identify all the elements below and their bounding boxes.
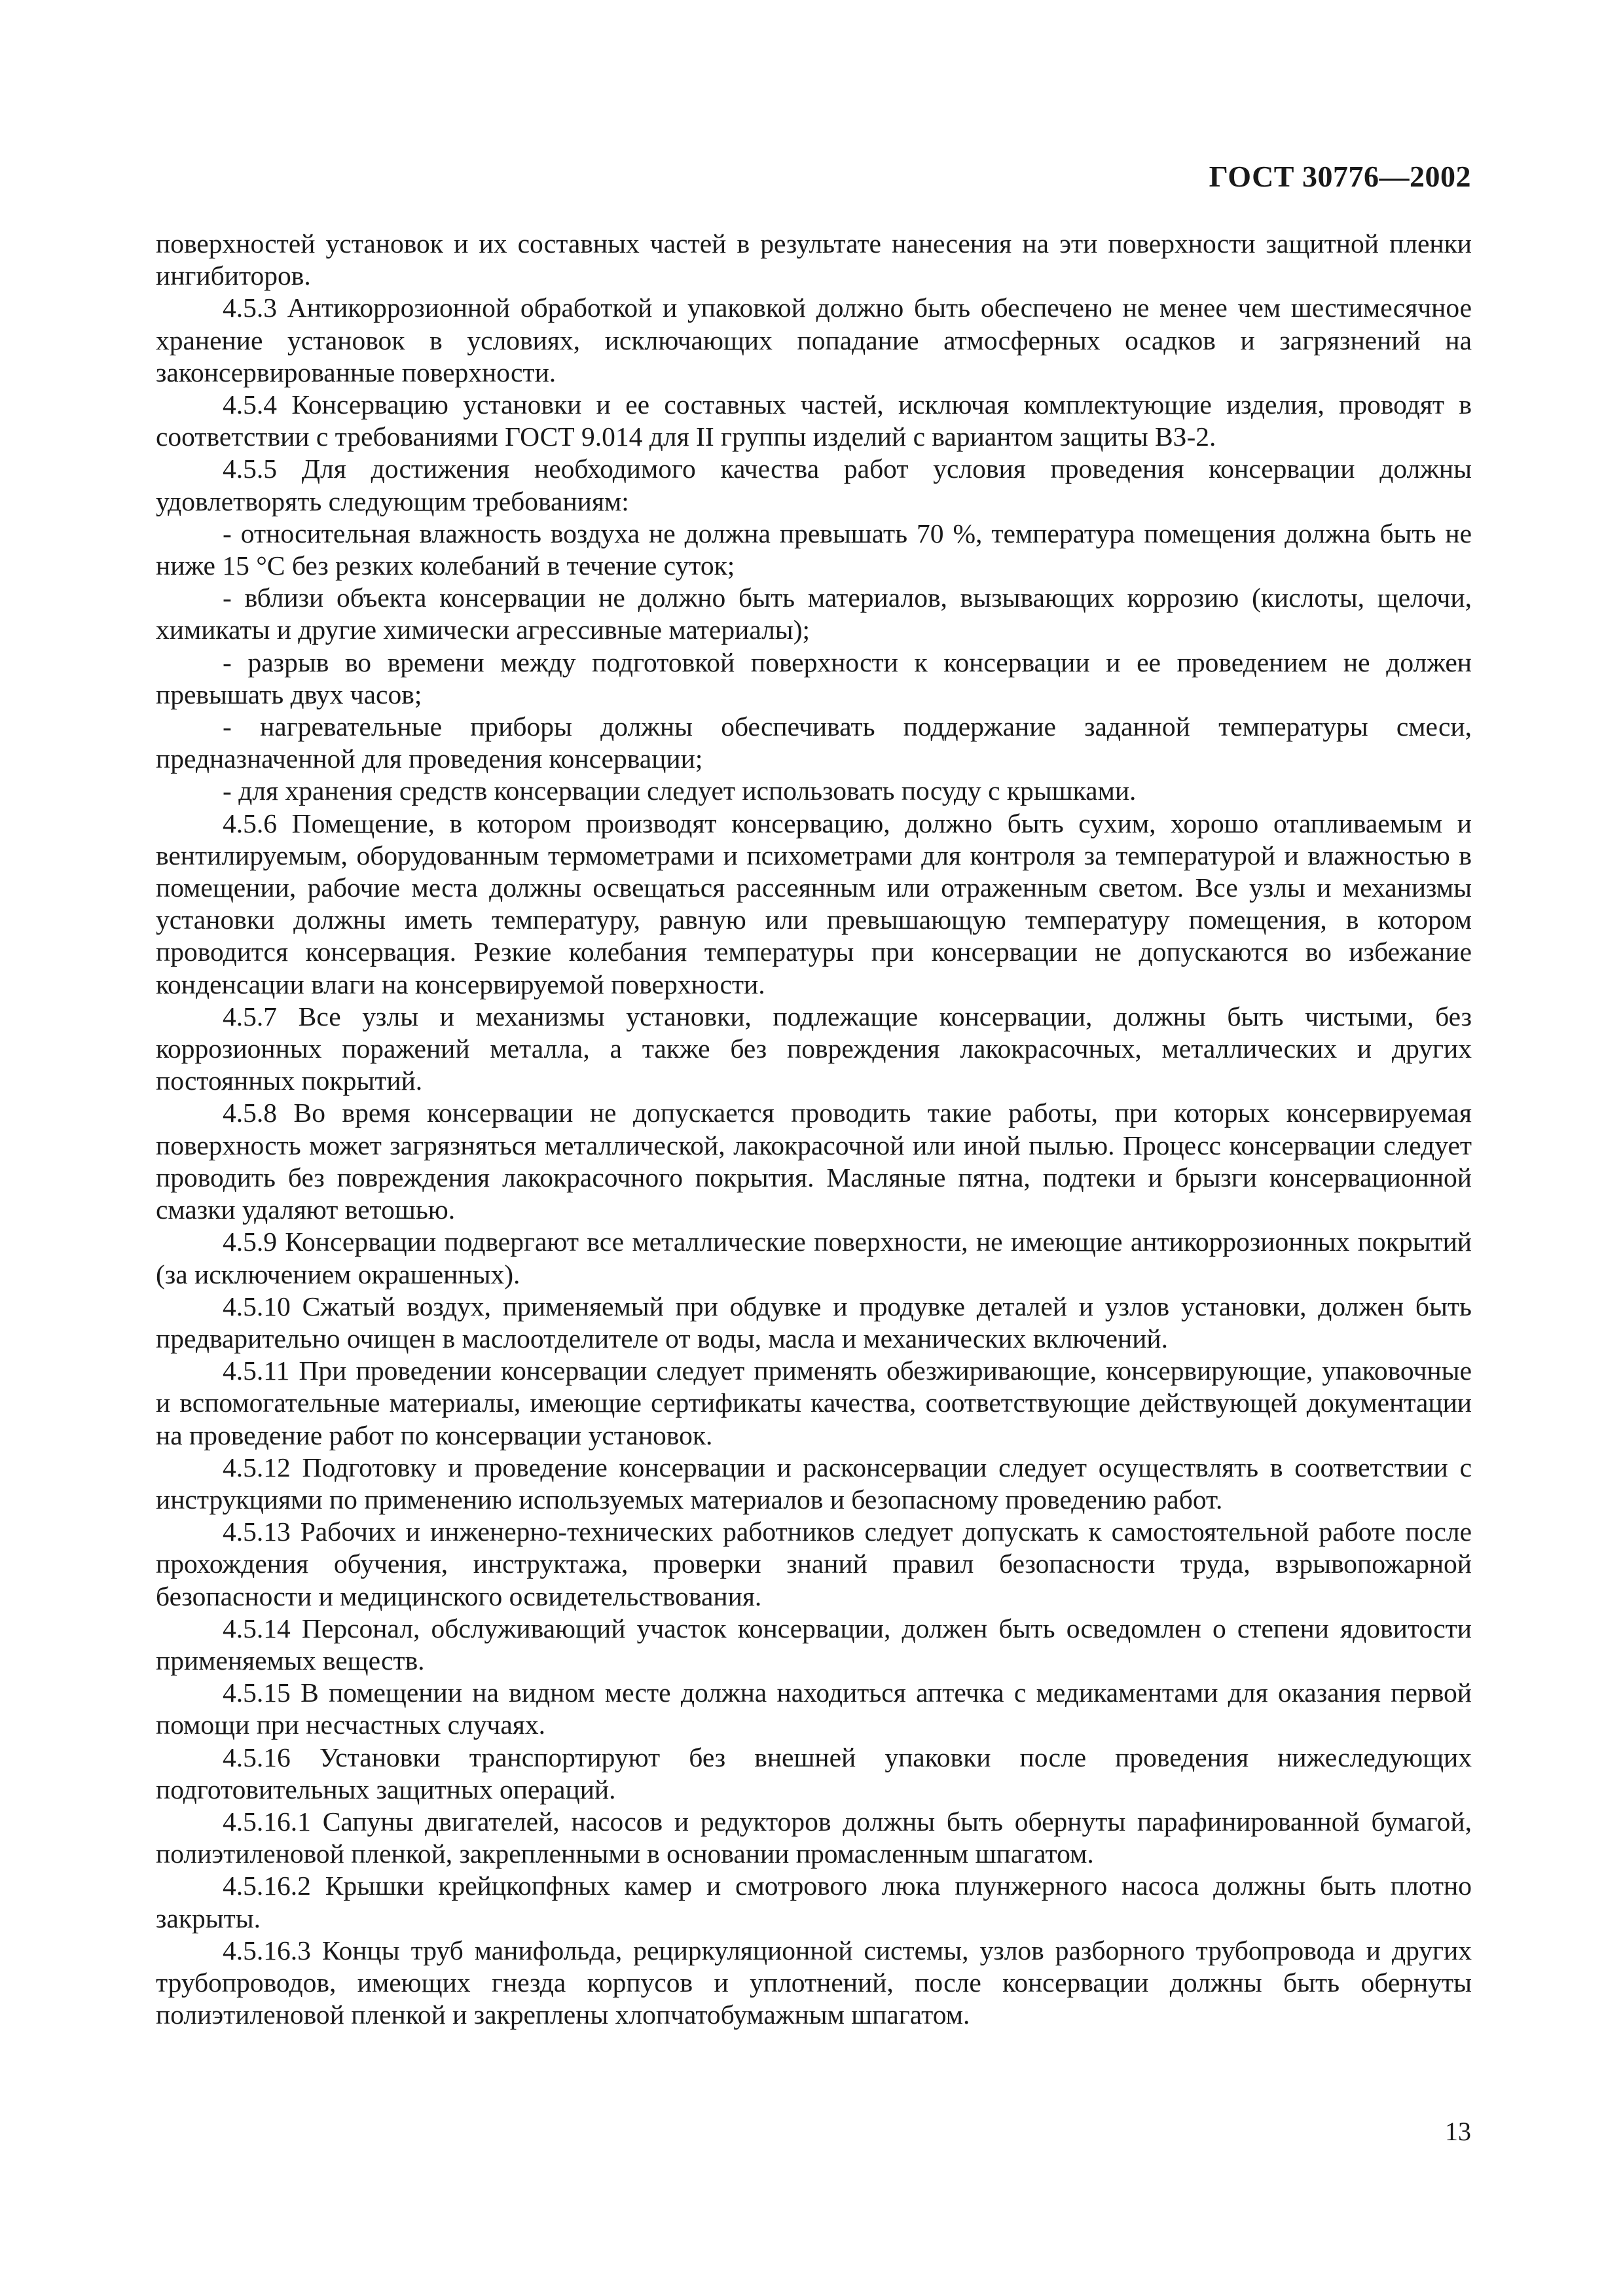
clause-4-5-5: 4.5.5 Для достижения необходимого качества работ условия проведения консервации должны удовлетворять следующим требованиям: (156, 454, 1472, 516)
clause-4-5-6: 4.5.6 Помещение, в котором производят консервацию, должно быть сухим, хорошо отапливаемым и вентилируемым, оборудованным термометрами и психометрами для контроля за температурой и влажностью в помещении, рабочие места должны освещаться рассеянным или отраженным светом. Все узлы и механизмы установки должны иметь температуру, равную или превышающую температуру помещения, в котором проводится консервация. Резкие колебания температуры при консервации не допускаются во избежание конденсации влаги на консервируемой поверхности. (156, 808, 1472, 999)
clause-4-5-7: 4.5.7 Все узлы и механизмы установки, подлежащие консервации, должны быть чистыми, без коррозионных поражений металла, а также без повреждения лакокрасочных, металлических и других постоянных покрытий. (156, 1001, 1472, 1096)
paragraph-continuation: поверхностей установок и их составных частей в результате нанесения на эти поверхности защитной пленки ингибиторов. (156, 228, 1472, 291)
clause-4-5-9: 4.5.9 Консервации подвергают все металлические поверхности, не имеющие антикоррозионных покрытий (за исключением окрашенных). (156, 1227, 1472, 1289)
clause-4-5-4: 4.5.4 Консервацию установки и ее составных частей, исключая комплектующие изделия, проводят в соответствии с требованиями ГОСТ 9.014 для II группы изделий с вариантом защиты ВЗ-2. (156, 389, 1472, 452)
clause-4-5-16-1: 4.5.16.1 Сапуны двигателей, насосов и редукторов должны быть обернуты парафинированной бумагой, полиэтиленовой пленкой, закрепленными в основании промасленным шпагатом. (156, 1806, 1472, 1869)
document-body (156, 228, 1472, 2031)
clause-4-5-14: 4.5.14 Персонал, обслуживающий участок консервации, должен быть осведомлен о степени ядовитости применяемых веществ. (156, 1613, 1472, 1676)
clause-4-5-8: 4.5.8 Во время консервации не допускается проводить такие работы, при которых консервируемая поверхность может загрязняться металлической, лакокрасочной или иной пылью. Процесс консервации следует проводить без повреждения лакокрасочного покрытия. Масляные пятна, подтеки и брызги консервационной смазки удаляют ветошью. (156, 1098, 1472, 1225)
requirement-item-storage: - для хранения средств консервации следует использовать посуду с крышками. (223, 776, 1137, 806)
clause-4-5-16-2: 4.5.16.2 Крышки крейцкопфных камер и смотрового люка плунжерного насоса должны быть плотно закрыты. (156, 1871, 1472, 1933)
clause-4-5-15: 4.5.15 В помещении на видном месте должна находиться аптечка с медикаментами для оказания первой помощи при несчастных случаях. (156, 1677, 1472, 1740)
requirement-item-corrosive-materials: - вблизи объекта консервации не должно быть материалов, вызывающих коррозию (кислоты, щелочи, химикаты и другие химически агрессивные материалы); (156, 583, 1472, 645)
requirement-item-time-gap: - разрыв во времени между подготовкой поверхности к консервации и ее проведением не должен превышать двух часов; (156, 647, 1472, 709)
clause-4-5-16: 4.5.16 Установки транспортируют без внешней упаковки после проведения нижеследующих подготовительных защитных операций. (156, 1742, 1472, 1804)
clause-4-5-3: 4.5.3 Антикоррозионной обработкой и упаковкой должно быть обеспечено не менее чем шестимесячное хранение установок в условиях, исключающих попадание атмосферных осадков и загрязнений на законсервированные поверхности. (156, 293, 1472, 387)
page-number: 13 (1445, 2117, 1471, 2146)
requirement-item-heating: - нагревательные приборы должны обеспечивать поддержание заданной температуры смеси, предназначенной для проведения консервации; (156, 711, 1472, 774)
clause-4-5-11: 4.5.11 При проведении консервации следует применять обезжиривающие, консервирующие, упаковочные и вспомогательные материалы, имеющие сертификаты качества, соответствующие действующей документации на проведение работ по консервации установок. (156, 1355, 1472, 1450)
clause-4-5-12: 4.5.12 Подготовку и проведение консервации и расконсервации следует осуществлять в соответствии с инструкциями по применению используемых материалов и безопасному проведению работ. (156, 1452, 1472, 1515)
standard-code-header: ГОСТ 30776—2002 (1209, 160, 1471, 193)
clause-4-5-13: 4.5.13 Рабочих и инженерно-технических работников следует допускать к самостоятельной работе после прохождения обучения, инструктажа, проверки знаний правил безопасности труда, взрывопожарной безопасности и медицинского освидетельствования. (156, 1516, 1472, 1611)
clause-4-5-16-3: 4.5.16.3 Концы труб манифольда, рециркуляционной системы, узлов разборного трубопровода и других трубопроводов, имеющих гнезда корпусов и уплотнений, после консервации должны быть обернуты полиэтиленовой пленкой и закреплены хлопчатобумажным шпагатом. (156, 1935, 1472, 2030)
clause-4-5-10: 4.5.10 Сжатый воздух, применяемый при обдувке и продувке деталей и узлов установки, должен быть предварительно очищен в маслоотделителе от воды, масла и механических включений. (156, 1291, 1472, 1354)
requirement-item-humidity: - относительная влажность воздуха не должна превышать 70 %, температура помещения должна быть не ниже 15 °С без резких колебаний в течение суток; (156, 518, 1472, 581)
